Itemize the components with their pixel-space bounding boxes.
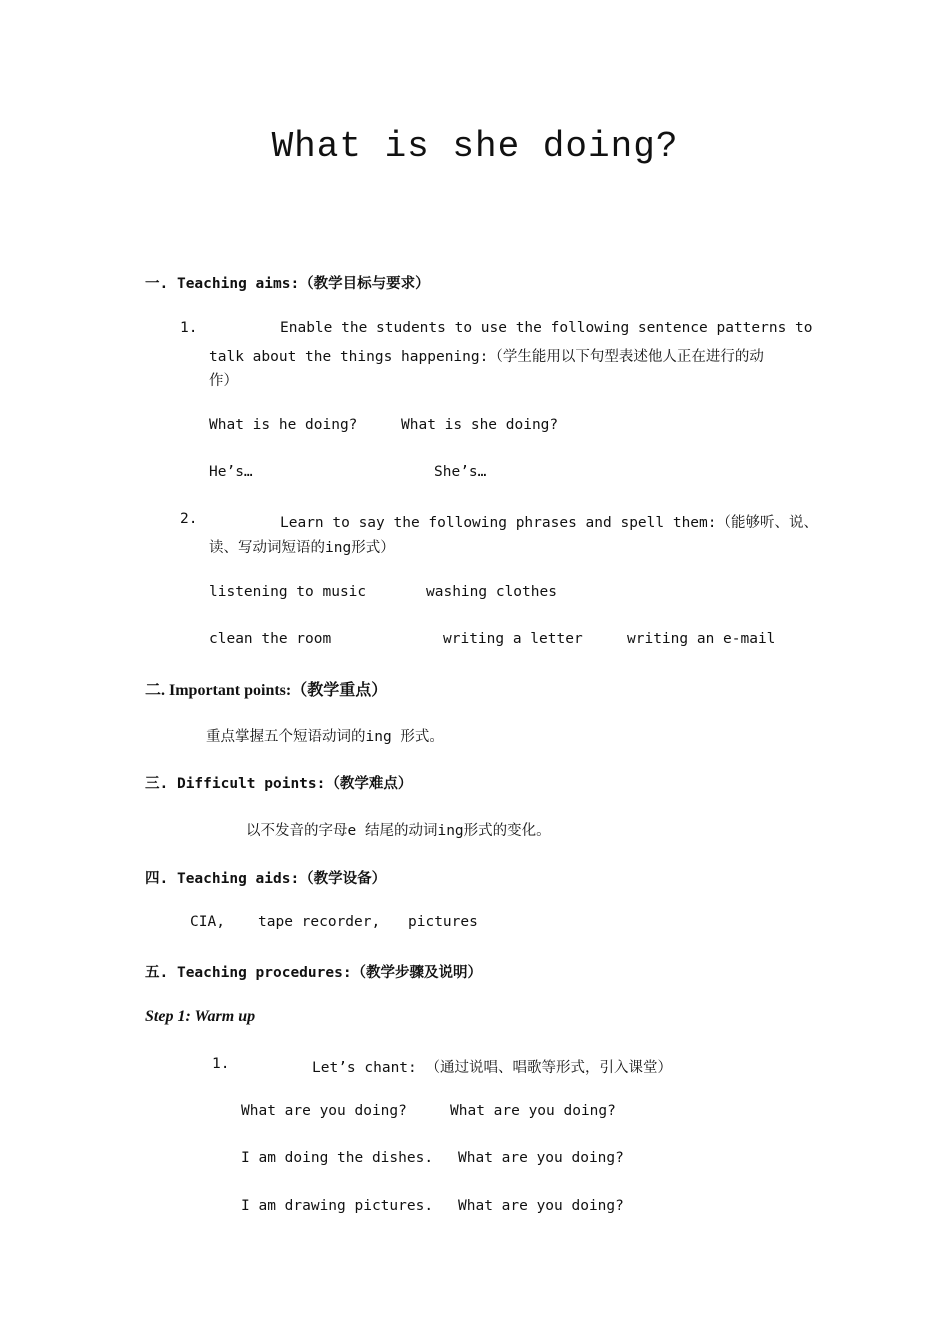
chant-line: What are you doing?	[450, 1103, 616, 1119]
section-heading-teaching-procedures: 五. Teaching procedures:（教学步骤及说明）	[145, 965, 483, 981]
list-number: 2.	[180, 511, 198, 527]
phrase: washing clothes	[426, 584, 557, 600]
important-points-text: 重点掌握五个短语动词的ing 形式。	[206, 729, 444, 745]
procedure-item1-text: Let’s chant: （通过说唱、唱歌等形式，引入课堂）	[312, 1060, 672, 1076]
section-heading-teaching-aids: 四. Teaching aids:（教学设备）	[145, 871, 387, 887]
chant-line: I am doing the dishes.	[241, 1150, 434, 1166]
aims-item2-lead: Learn to say the following phrases and spell them:（能够听、说、	[280, 515, 818, 531]
sentence-pattern: What is she doing?	[401, 417, 559, 433]
aims-item2-continuation: 读、写动词短语的ing形式）	[209, 540, 395, 556]
step-heading: Step 1: Warm up	[145, 1008, 256, 1025]
aid-item: CIA,	[190, 914, 225, 930]
page-title: What is she doing?	[271, 126, 679, 167]
section-heading-difficult-points: 三. Difficult points:（教学难点）	[145, 776, 413, 792]
chant-line: What are you doing?	[458, 1198, 624, 1214]
section-heading-important-points: 二. Important points:（教学重点）	[145, 682, 388, 699]
phrase: clean the room	[209, 631, 332, 647]
sentence-pattern: She’s…	[434, 464, 487, 480]
sentence-pattern: What is he doing?	[209, 417, 358, 433]
phrase: writing an e-mail	[627, 631, 776, 647]
aid-item: pictures	[408, 914, 478, 930]
aid-item: tape recorder,	[258, 914, 381, 930]
list-number: 1.	[212, 1056, 230, 1072]
section-heading-teaching-aims: 一. Teaching aims:（教学目标与要求）	[145, 276, 430, 292]
chant-line: What are you doing?	[458, 1150, 624, 1166]
aims-item1-continuation-2: 作）	[209, 373, 238, 389]
list-number: 1.	[180, 320, 198, 336]
aims-item1-lead: Enable the students to use the following sentence patterns to	[280, 320, 813, 336]
chant-line: What are you doing?	[241, 1103, 407, 1119]
sentence-pattern: He’s…	[209, 464, 253, 480]
phrase: listening to music	[209, 584, 367, 600]
chant-line: I am drawing pictures.	[241, 1198, 434, 1214]
phrase: writing a letter	[443, 631, 583, 647]
aims-item1-continuation: talk about the things happening:（学生能用以下句型表述他人正在进行的动	[209, 349, 764, 365]
difficult-points-text: 以不发音的字母e 结尾的动词ing形式的变化。	[246, 823, 551, 839]
